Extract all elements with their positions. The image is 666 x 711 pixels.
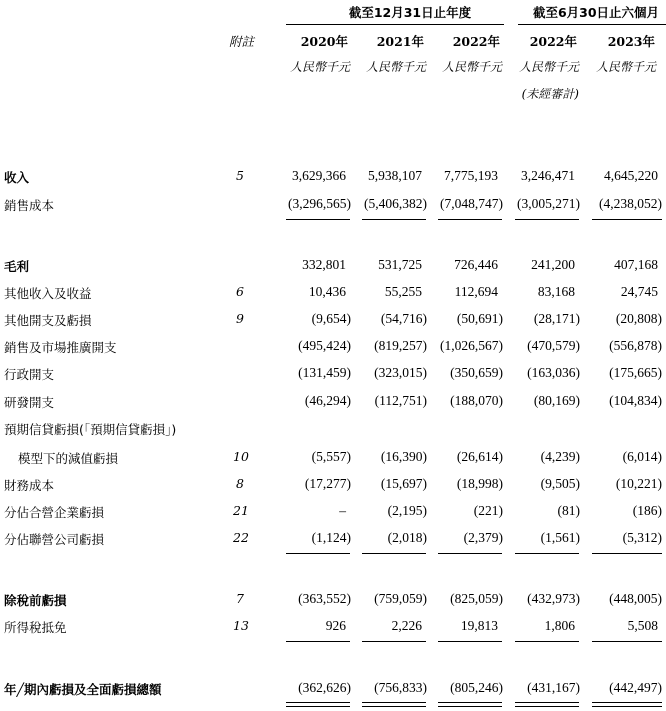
cell-value: 3,246,471	[521, 168, 575, 183]
subtotal-rule	[438, 553, 502, 554]
cell-value: (54,716)	[380, 311, 427, 326]
cell-value: (46,294)	[304, 393, 351, 408]
subtotal-rule	[286, 641, 350, 642]
row-note: 21	[233, 503, 249, 518]
cell-value: (5,557)	[311, 449, 351, 464]
cell-value: 7,775,193	[444, 168, 498, 183]
cell-value: 5,938,107	[368, 168, 422, 183]
row-note: 6	[236, 284, 244, 299]
row-label-tax-credit: 所得稅抵免	[4, 620, 67, 635]
row-note: 7	[236, 591, 244, 606]
cell-value: (431,167)	[527, 680, 580, 695]
cell-value: 24,745	[620, 284, 658, 299]
cell-value: (175,665)	[609, 365, 662, 380]
row-label-revenue: 收入	[4, 170, 30, 185]
cell-value: 407,168	[614, 257, 658, 272]
subtotal-rule	[362, 641, 426, 642]
row-label-finance-costs: 財務成本	[4, 478, 55, 493]
row-label-cost-of-sales: 銷售成本	[4, 198, 55, 213]
column-year-2022-interim: 2022年	[529, 34, 577, 49]
cell-value: (9,654)	[311, 311, 351, 326]
subtotal-rule	[438, 219, 502, 220]
group-title-six-months: 截至6月30日止六個月	[532, 5, 660, 20]
cell-value: (3,005,271)	[517, 196, 580, 211]
cell-value: (448,005)	[609, 591, 662, 606]
row-note: 8	[236, 476, 244, 491]
group-underline-2	[518, 24, 666, 25]
cell-value: (323,015)	[374, 365, 427, 380]
cell-value: 112,694	[454, 284, 498, 299]
cell-value: (759,059)	[374, 591, 427, 606]
row-label-total-loss: 年╱期內虧損及全面虧損總額	[4, 682, 162, 697]
row-note: 22	[233, 530, 249, 545]
cell-value: 332,801	[302, 257, 346, 272]
cell-value: (20,808)	[615, 311, 662, 326]
row-label-rnd-expenses: 研發開支	[4, 395, 55, 410]
cell-value: 3,629,366	[292, 168, 346, 183]
cell-value: (15,697)	[380, 476, 427, 491]
column-year-2020: 2020年	[300, 34, 348, 49]
subtotal-rule	[515, 553, 579, 554]
subtotal-rule	[515, 641, 579, 642]
cell-value: (350,659)	[450, 365, 503, 380]
row-label-other-expenses: 其他開支及虧損	[4, 313, 92, 328]
cell-value: (819,257)	[374, 338, 427, 353]
cell-value: (2,195)	[387, 503, 427, 518]
subtotal-rule	[592, 553, 662, 554]
column-year-2023-interim: 2023年	[607, 34, 655, 49]
row-label-jv-losses: 分佔合營企業虧損	[4, 505, 105, 520]
subtotal-rule	[515, 219, 579, 220]
column-unit-2022-interim: 人民幣千元	[518, 60, 579, 74]
total-double-rule	[592, 702, 662, 707]
cell-value: (4,238,052)	[599, 196, 662, 211]
cell-value: (7,048,747)	[440, 196, 503, 211]
cell-value: (16,390)	[380, 449, 427, 464]
cell-value: (5,312)	[622, 530, 662, 545]
row-note: 9	[236, 311, 244, 326]
group-title-year-ended: 截至12月31日止年度	[348, 5, 472, 20]
cell-value: (9,505)	[540, 476, 580, 491]
total-double-rule	[438, 702, 502, 707]
cell-value: (221)	[473, 503, 503, 518]
cell-value: (50,691)	[456, 311, 503, 326]
cell-value: (3,296,565)	[288, 196, 351, 211]
column-unaudited-note: (未經審計)	[521, 87, 579, 101]
subtotal-rule	[592, 219, 662, 220]
row-label-ecl-heading: 預期信貸虧損(「預期信貸虧損」)	[4, 422, 177, 437]
cell-value: 1,806	[544, 618, 575, 633]
cell-value: (6,014)	[622, 449, 662, 464]
subtotal-rule	[286, 553, 350, 554]
row-note: 5	[236, 168, 244, 183]
cell-value: –	[339, 503, 346, 518]
cell-value: (1,026,567)	[440, 338, 503, 353]
cell-value: (470,579)	[527, 338, 580, 353]
cell-value: (188,070)	[450, 393, 503, 408]
cell-value: (10,221)	[615, 476, 662, 491]
cell-value: 2,226	[391, 618, 422, 633]
cell-value: (432,973)	[527, 591, 580, 606]
row-label-gross-profit: 毛利	[4, 259, 30, 274]
row-label-loss-before-tax: 除稅前虧損	[4, 593, 67, 608]
row-label-associate-losses: 分佔聯營公司虧損	[4, 532, 105, 547]
row-label-impairment: 模型下的減值虧損	[18, 451, 119, 466]
cell-value: (2,379)	[463, 530, 503, 545]
cell-value: 83,168	[537, 284, 575, 299]
cell-value: (163,036)	[527, 365, 580, 380]
cell-value: (363,552)	[298, 591, 351, 606]
cell-value: (28,171)	[533, 311, 580, 326]
cell-value: (17,277)	[304, 476, 351, 491]
cell-value: (80,169)	[533, 393, 580, 408]
cell-value: 531,725	[378, 257, 422, 272]
cell-value: (1,124)	[311, 530, 351, 545]
cell-value: (5,406,382)	[364, 196, 427, 211]
group-underline-1	[286, 24, 504, 25]
cell-value: (825,059)	[450, 591, 503, 606]
total-double-rule	[515, 702, 579, 707]
subtotal-rule	[286, 219, 350, 220]
cell-value: 19,813	[460, 618, 498, 633]
cell-value: (18,998)	[456, 476, 503, 491]
cell-value: (26,614)	[456, 449, 503, 464]
cell-value: 55,255	[384, 284, 422, 299]
column-year-2021: 2021年	[376, 34, 424, 49]
subtotal-rule	[592, 641, 662, 642]
cell-value: (556,878)	[609, 338, 662, 353]
cell-value: (362,626)	[298, 680, 351, 695]
subtotal-rule	[362, 219, 426, 220]
cell-value: (442,497)	[609, 680, 662, 695]
row-label-selling-expenses: 銷售及市場推廣開支	[4, 340, 117, 355]
row-label-other-income: 其他收入及收益	[4, 286, 92, 301]
cell-value: (81)	[557, 503, 580, 518]
cell-value: 4,645,220	[604, 168, 658, 183]
total-double-rule	[362, 702, 426, 707]
cell-value: (4,239)	[540, 449, 580, 464]
row-note: 10	[233, 449, 249, 464]
cell-value: 10,436	[308, 284, 346, 299]
column-unit-2021: 人民幣千元	[365, 60, 426, 74]
row-note: 13	[233, 618, 249, 633]
cell-value: (756,833)	[374, 680, 427, 695]
cell-value: 926	[325, 618, 346, 633]
note-column-header: 附註	[229, 34, 255, 49]
row-label-admin-expenses: 行政開支	[4, 367, 55, 382]
cell-value: 5,508	[627, 618, 658, 633]
column-unit-2020: 人民幣千元	[289, 60, 350, 74]
cell-value: 726,446	[454, 257, 498, 272]
cell-value: (805,246)	[450, 680, 503, 695]
cell-value: (2,018)	[387, 530, 427, 545]
cell-value: (104,834)	[609, 393, 662, 408]
total-double-rule	[286, 702, 350, 707]
cell-value: (112,751)	[374, 393, 427, 408]
cell-value: (1,561)	[540, 530, 580, 545]
cell-value: (495,424)	[298, 338, 351, 353]
subtotal-rule	[438, 641, 502, 642]
cell-value: (131,459)	[298, 365, 351, 380]
subtotal-rule	[362, 553, 426, 554]
column-unit-2022: 人民幣千元	[441, 60, 502, 74]
column-unit-2023-interim: 人民幣千元	[595, 60, 656, 74]
cell-value: 241,200	[531, 257, 575, 272]
cell-value: (186)	[632, 503, 662, 518]
column-year-2022: 2022年	[452, 34, 500, 49]
